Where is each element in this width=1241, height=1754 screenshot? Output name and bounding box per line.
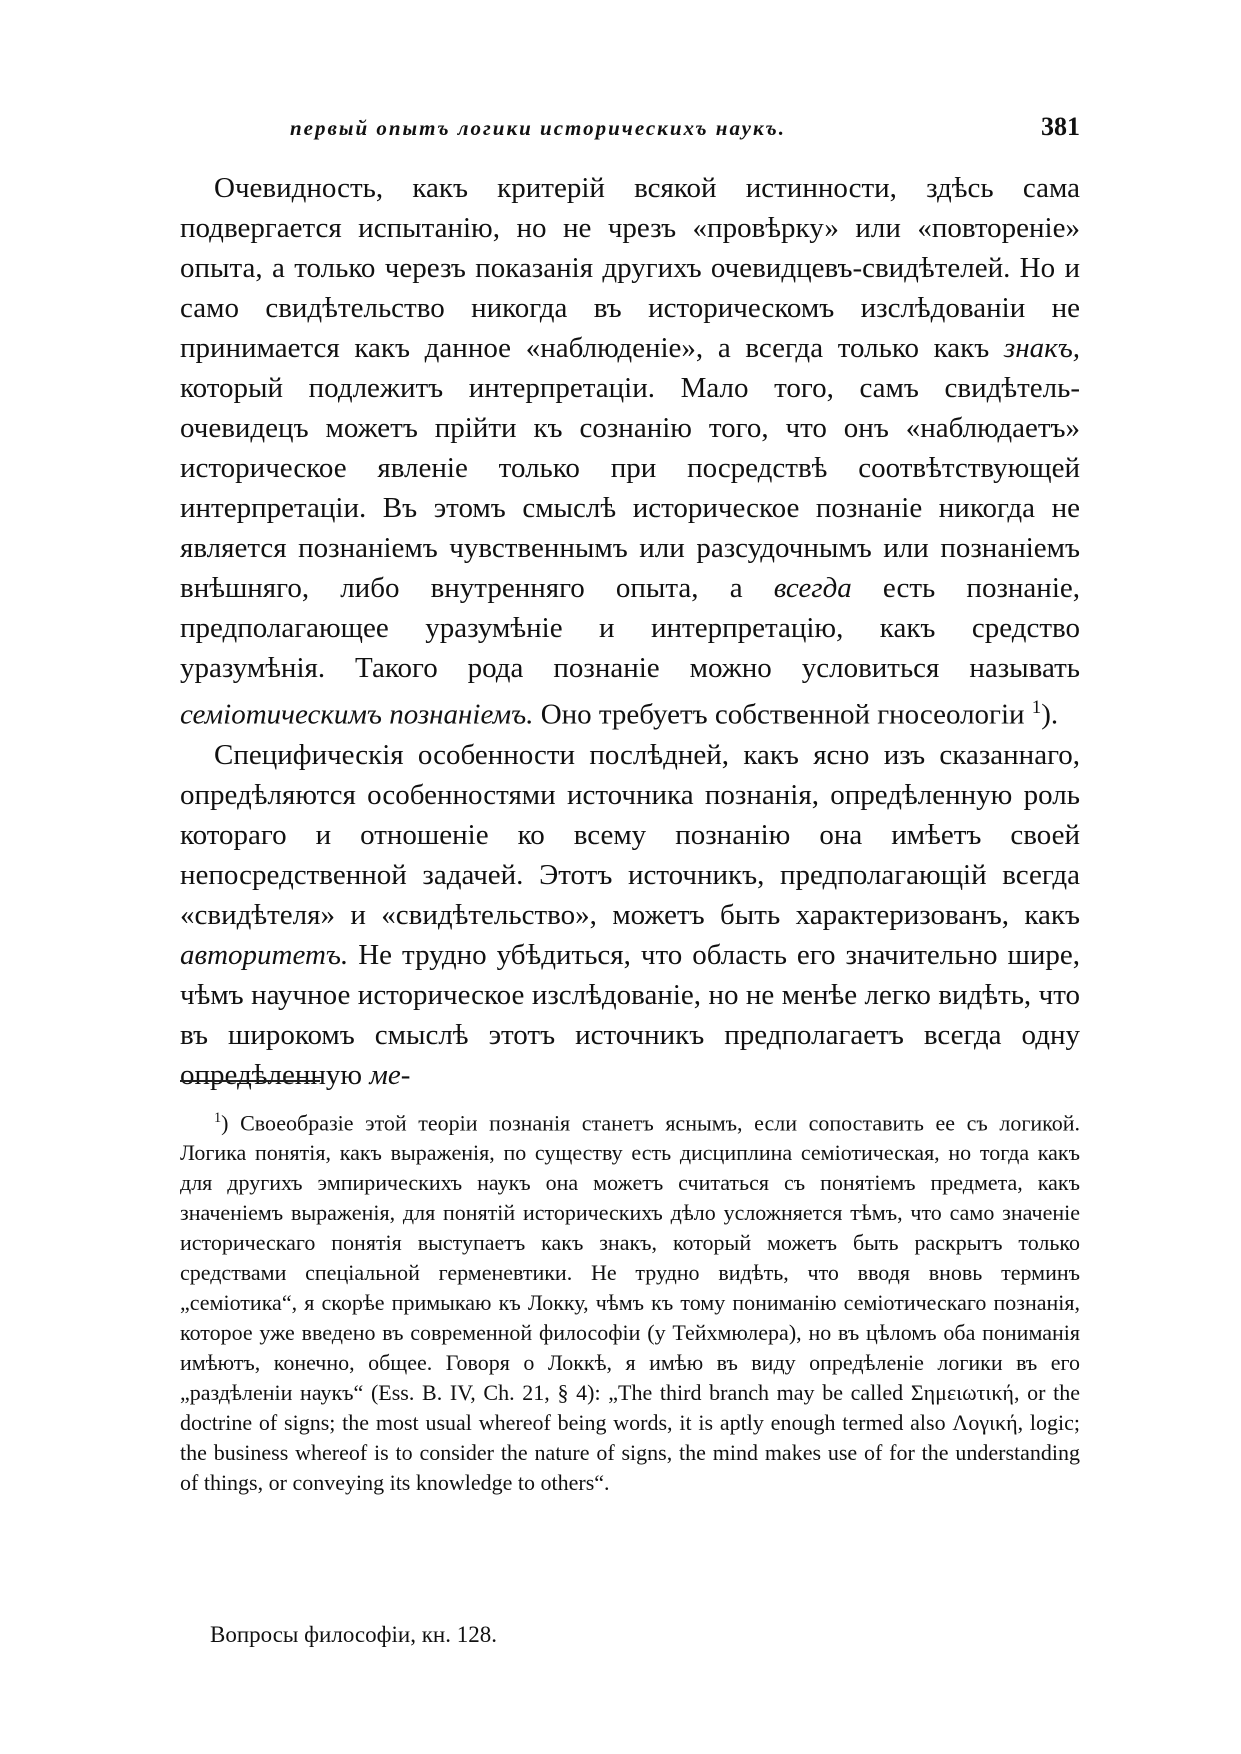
footnote-text: ) Своеобразіе этой теоріи познанія станетъ яснымъ, если сопоставить ее съ логикой. Логика понятія, какъ выраженія, по существу есть дисциплина семіотическая, но тогда какъ для другихъ эмпирическихъ наукъ она можетъ считаться съ понятіемъ предмета, какъ значеніемъ выраженія, для понятій историческихъ дѣло усложняется тѣмъ, что само значеніе историческаго понятія выступаетъ какъ знакъ, который можетъ быть раскрытъ только средствами спеціальной герменевтики. Не трудно видѣть, что вводя вновь терминъ „семіотика“, я скорѣе примыкаю къ Локку, чѣмъ къ тому пониманію семіотическаго познанія, которое уже введено въ современной философіи (у Тейхмюлера), но въ цѣломъ оба пониманія имѣютъ, конечно, общее. Говоря о Локкѣ, я имѣю въ виду опредѣленіе логики въ его „раздѣленіи наукъ“ (Ess. B. IV, Ch. 21, § 4): „The third branch may be called Σημειωτική, or the doctrine of signs; the most usual whereof being words, it is aptly enough termed also Λογική, logic; the business whereof is to consider the nature of signs, the mind makes use of for the understanding of things, or conveying its knowledge to others“. [180,1110,1080,1496]
page-header [180,112,1080,146]
footnote-mark: 1 [214,1110,222,1126]
footnote-reference: 1 [1031,697,1042,718]
paragraph-2-text-b: Не трудно убѣдиться, что область его значительно шире, чѣмъ научное историческое изслѣдованіе, но не менѣе легко видѣть, что въ широкомъ смыслѣ этотъ источникъ предполагаетъ всегда одну опредѣленную [180,938,1080,1091]
main-text [180,168,1080,1095]
paragraph-1-text-a: Очевидность, какъ критерій всякой истинности, здѣсь сама подвергается испытанію, но не чрезъ «провѣрку» или «повтореніе» опыта, а только черезъ показанія другихъ очевидцевъ-свидѣтелей. Но и само свидѣтельство никогда въ историческомъ изслѣдованіи не принимается какъ данное «наблюденіе», а всегда только какъ [180,172,1080,364]
paragraph-1 [180,168,1080,735]
page-number: 381 [1041,112,1080,141]
paragraph-2 [180,735,1080,1095]
paragraph-1-text-d: Оно требуетъ собственной гносеологіи [533,698,1032,731]
emphasis-authority: авторитетъ. [180,938,349,971]
running-title: первый опытъ логики историческихъ наукъ. [290,116,786,140]
emphasis-me: ме- [369,1058,411,1091]
paragraph-2-text-a: Специфическія особенности послѣдней, какъ ясно изъ сказаннаго, опредѣляются особенностями источника познанія, опредѣленную роль котораго и отношеніе ко всему познанію она имѣетъ своей непосредственной задачей. Этотъ источникъ, предполагающій всегда «свидѣтеля» и «свидѣтельство», можетъ быть характеризованъ, какъ [180,738,1080,931]
emphasis-semiotic-knowledge: семіотическимъ познаніемъ. [180,698,534,731]
paragraph-1-text-c: есть познаніе, предполагающее уразумѣніе и интерпретацію, какъ средство уразумѣнія. Такого рода познаніе можно условиться называть [180,572,1080,684]
signature-line: Вопросы философіи, кн. 128. [210,1622,497,1647]
paragraph-1-text-e: ). [1041,698,1059,731]
footnote-divider [180,1080,320,1082]
paragraph-1-text-b: который подлежитъ интерпретаціи. Мало того, самъ свидѣтель-очевидецъ можетъ прійти къ сознанію того, что онъ «наблюдаетъ» историческое явленіе только при посредствѣ соотвѣтствующей интерпретаціи. Въ этомъ смыслѣ историческое познаніе никогда не является познаніемъ чувственнымъ или разсудочнымъ или познаніемъ внѣшняго, либо внутренняго опыта, а [180,372,1080,604]
footnote [180,1103,1080,1498]
emphasis-znak: знакъ, [1003,332,1080,364]
emphasis-vsegda: всегда [773,572,852,604]
